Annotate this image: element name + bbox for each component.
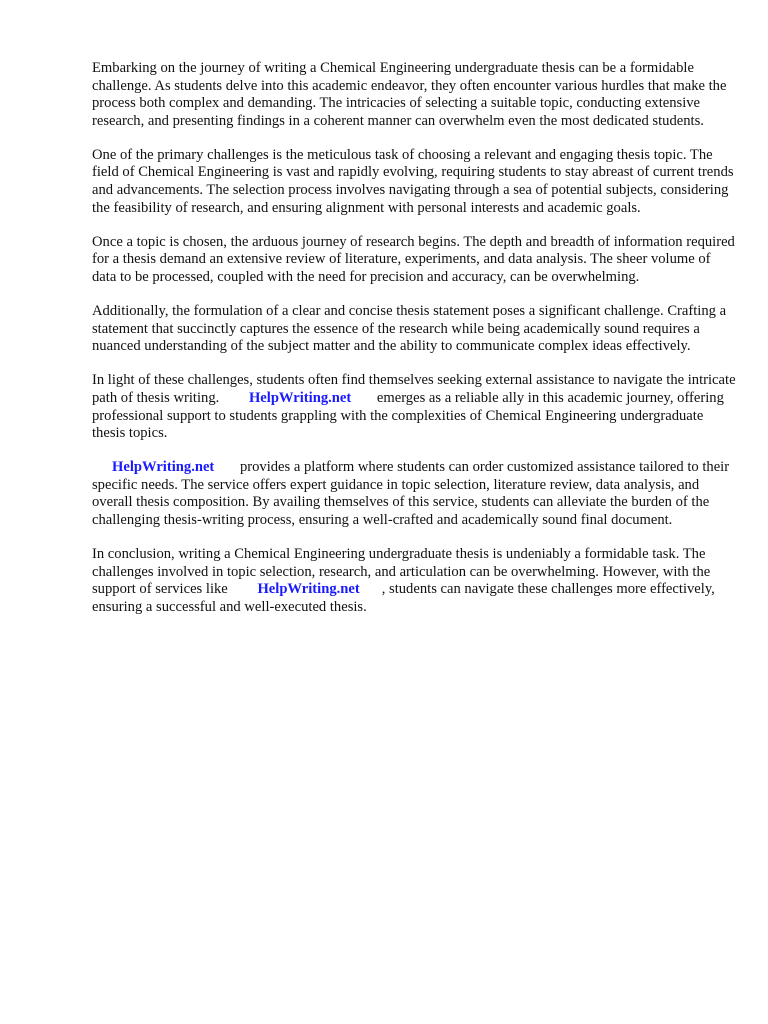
paragraph-text: provides a platform where students can order customized assistance tailored to their specific needs. The service offers expert guidance in topic selection, literature review, data analysis, and overall thesis composition. By availing themselves of this service, students can alleviate the burden of the challenging thesis-writing process, ensuring a well-crafted and academically sound final document. bbox=[92, 459, 730, 528]
paragraph-thesis-statement bbox=[92, 303, 738, 356]
paragraph-introduction bbox=[92, 60, 738, 130]
paragraph-service-platform bbox=[92, 459, 738, 529]
paragraph-text: Additionally, the formulation of a clear and concise thesis statement poses a significant challenge. Crafting a statement that succinctly captures the essence of the research while being academically sound requires a nuanced understanding of the subject matter and the ability to communicate complex ideas effectively. bbox=[92, 303, 727, 355]
document-body bbox=[92, 60, 738, 633]
paragraph-conclusion bbox=[92, 546, 738, 616]
paragraph-external-assistance bbox=[92, 372, 738, 442]
paragraph-text: Embarking on the journey of writing a Chemical Engineering undergraduate thesis can be a formidable challenge. As students delve into this academic endeavor, they often encounter various hurdles that make the process both complex and demanding. The intricacies of selecting a suitable topic, conducting extensive research, and presenting findings in a coherent manner can overwhelm even the most dedicated students. bbox=[92, 60, 727, 129]
paragraph-text: Once a topic is chosen, the arduous journey of research begins. The depth and breadth of information required for a thesis demand an extensive review of literature, experiments, and data analysis. The sheer volume of data to be processed, coupled with the need for precision and accuracy, can be overwhelming. bbox=[92, 233, 735, 285]
paragraph-text: In conclusion, writing a Chemical Engineering undergraduate thesis is undeniably a formidable task. The challenges involved in topic selection, research, and articulation can be overwhelming. However, with the support of services like bbox=[92, 546, 711, 598]
paragraph-text: , students can navigate these challenges more effectively, ensuring a successful and well-executed thesis. bbox=[92, 581, 715, 615]
paragraph-text: One of the primary challenges is the meticulous task of choosing a relevant and engaging thesis topic. The field of Chemical Engineering is vast and rapidly evolving, requiring students to stay abreast of current trends and advancements. The selection process involves navigating through a sea of potential subjects, considering the feasibility of research, and ensuring alignment with personal interests and academic goals. bbox=[92, 146, 734, 216]
helpwriting-link[interactable]: HelpWriting.net bbox=[257, 581, 360, 598]
paragraph-text: In light of these challenges, students often find themselves seeking external assistance to navigate the intricate path of thesis writing. bbox=[92, 372, 736, 406]
paragraph-text: emerges as a reliable ally in this academic journey, offering professional support to students grappling with the complexities of Chemical Engineering undergraduate thesis topics. bbox=[92, 389, 724, 442]
helpwriting-link[interactable]: HelpWriting.net bbox=[248, 389, 352, 406]
helpwriting-link[interactable]: HelpWriting.net bbox=[112, 459, 215, 476]
paragraph-topic-selection bbox=[92, 147, 738, 217]
paragraph-research bbox=[92, 234, 738, 287]
